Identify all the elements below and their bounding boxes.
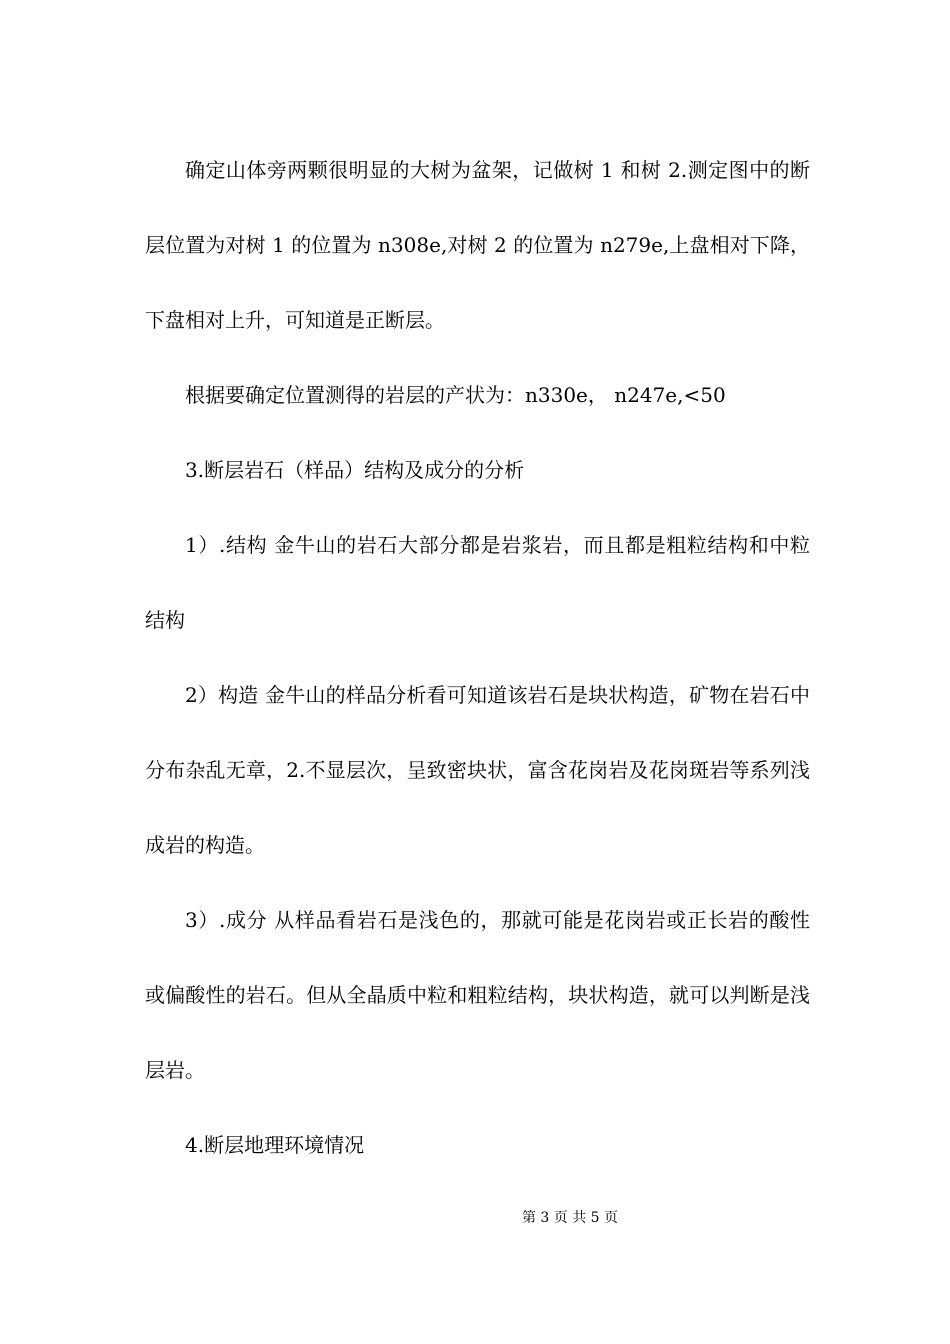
paragraph-structure: 2）构造 金牛山的样品分析看可知道该岩石是块状构造，矿物在岩石中分布杂乱无章，2.不显层次，呈致密块状，富含花岗岩及花岗斑岩等系列浅成岩的构造。 [145, 683, 810, 857]
page-number-footer: 第 3 页 共 5 页 [521, 1210, 619, 1226]
document-body [145, 133, 810, 1183]
paragraph-composition: 3）.成分 从样品看岩石是浅色的，那就可能是花岗岩或正长岩的酸性或偏酸性的岩石。但从全晶质中粒和粗粒结构，块状构造，就可以判断是浅层岩。 [145, 908, 810, 1082]
paragraph-rock-attitude: 根据要确定位置测得的岩层的产状为：n330e， n247e,<50 [185, 383, 726, 407]
section-heading-environment: 4.断层地理环境情况 [185, 1133, 365, 1157]
paragraph-texture: 1）.结构 金牛山的岩石大部分都是岩浆岩，而且都是粗粒结构和中粒结构 [145, 533, 810, 632]
paragraph-tree-positions: 确定山体旁两颗很明显的大树为盆架，记做树 1 和树 2.测定图中的断层位置为对树 1 的位置为 n308e,对树 2 的位置为 n279e,上盘相对下降，下盘相对上升，可知道是正断层。 [145, 158, 810, 332]
section-heading-rock-analysis: 3.断层岩石（样品）结构及成分的分析 [185, 458, 525, 482]
